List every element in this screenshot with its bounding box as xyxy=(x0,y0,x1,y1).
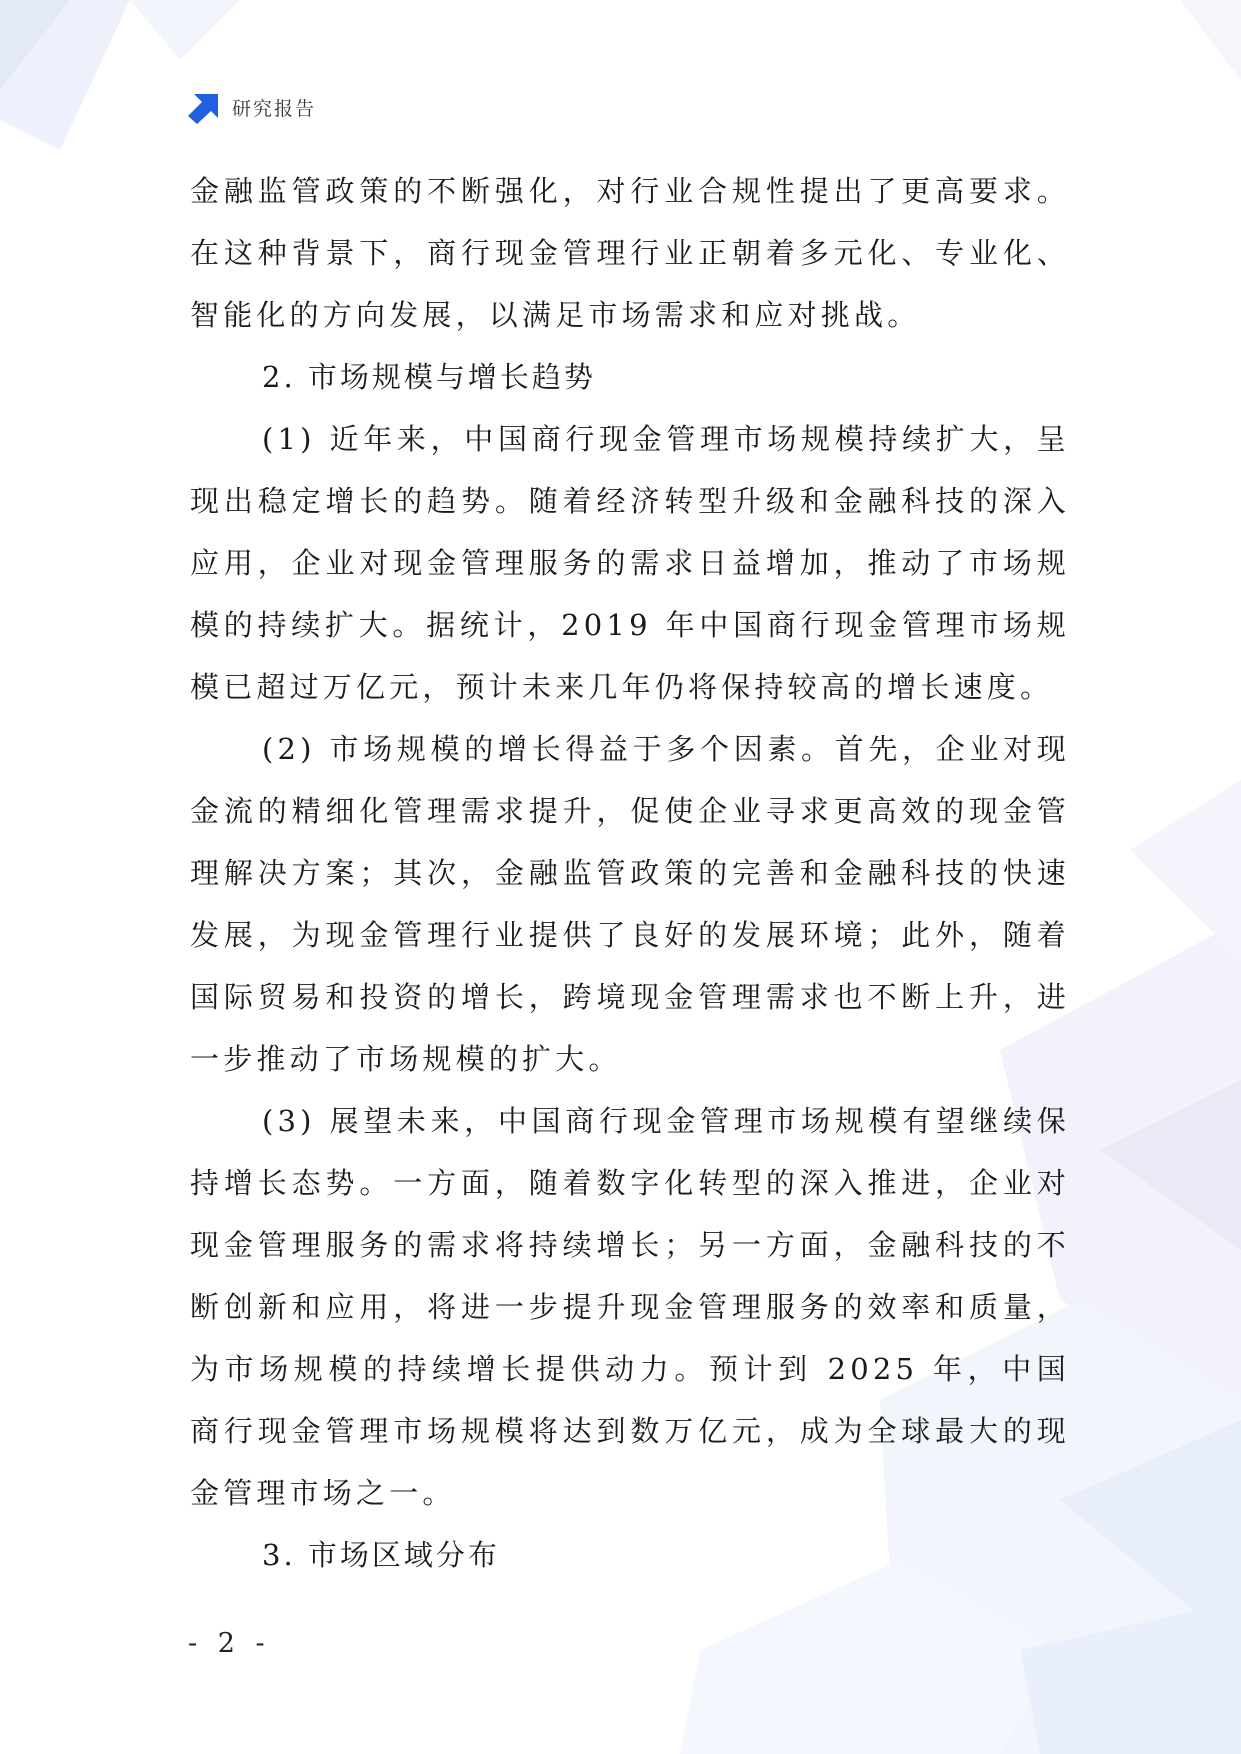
section-heading-regional-distribution: 3. 市场区域分布 xyxy=(262,1538,500,1572)
page-number: - 2 - xyxy=(188,1628,271,1659)
paragraph-1: (1) 近年来，中国商行现金管理市场规模持续扩大，呈现出稳定增长的趋势。随着经济转型升级和金融科技的深入应用，企业对现金管理服务的需求日益增加，推动了市场规模的持续扩大。据统计，2019 年中国商行现金管理市场规模已超过万亿元，预计未来几年仍将保持较高的增长速度。 xyxy=(190,422,1070,704)
section-heading-market-size: 2. 市场规模与增长趋势 xyxy=(262,360,596,394)
arrow-up-right-icon xyxy=(188,90,222,124)
report-header xyxy=(188,90,316,124)
document-body xyxy=(190,160,1070,1586)
header-title: 研究报告 xyxy=(232,97,317,120)
paragraph-3: (3) 展望未来，中国商行现金管理市场规模有望继续保持增长态势。一方面，随着数字化转型的深入推进，企业对现金管理服务的需求将持续增长；另一方面，金融科技的不断创新和应用，将进一步提升现金管理服务的效率和质量，为市场规模的持续增长提供动力。预计到 2025 年，中国商行现金管理市场规模将达到数万亿元，成为全球最大的现金管理市场之一。 xyxy=(190,1104,1070,1510)
paragraph-intro: 金融监管政策的不断强化，对行业合规性提出了更高要求。在这种背景下，商行现金管理行业正朝着多元化、专业化、智能化的方向发展，以满足市场需求和应对挑战。 xyxy=(190,174,1070,332)
paragraph-2: (2) 市场规模的增长得益于多个因素。首先，企业对现金流的精细化管理需求提升，促使企业寻求更高效的现金管理解决方案；其次，金融监管政策的完善和金融科技的快速发展，为现金管理行业提供了良好的发展环境；此外，随着国际贸易和投资的增长，跨境现金管理需求也不断上升，进一步推动了市场规模的扩大。 xyxy=(190,732,1070,1076)
